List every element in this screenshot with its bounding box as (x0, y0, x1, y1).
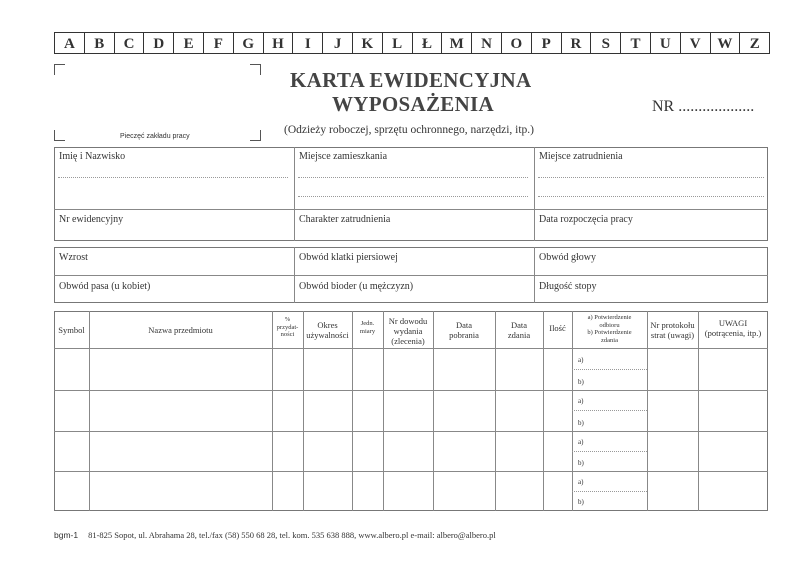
row-marker-b: b) (578, 378, 584, 386)
alphabet-index (54, 32, 770, 54)
header-percent: % przydat- ności (276, 316, 299, 338)
label-height: Wzrost (59, 252, 88, 263)
nr-label: NR ................... (652, 98, 755, 115)
row-marker-a: a) (578, 397, 584, 405)
row-marker-a: a) (578, 356, 584, 364)
alphabet-letter: V (681, 33, 711, 53)
label-chest: Obwód klatki piersiowej (299, 252, 398, 263)
alphabet-letter: O (502, 33, 532, 53)
alphabet-letter: R (562, 33, 592, 53)
alphabet-letter: G (234, 33, 264, 53)
alphabet-letter: K (353, 33, 383, 53)
label-foot: Długość stopy (539, 281, 597, 292)
label-name: Imię i Nazwisko (59, 151, 126, 162)
alphabet-letter: E (174, 33, 204, 53)
alphabet-letter: T (621, 33, 651, 53)
footer (54, 530, 496, 540)
stamp-corner (250, 64, 261, 75)
header-remarks: UWAGI (potrącenia, itp.) (704, 318, 762, 338)
alphabet-letter: Ł (413, 33, 443, 53)
footer-code: bgm-1 (54, 530, 79, 540)
alphabet-letter: H (264, 33, 294, 53)
title-line2: WYPOSAŻENIA (332, 92, 494, 116)
alphabet-letter: B (85, 33, 115, 53)
row-marker-b: b) (578, 459, 584, 467)
header-symbol: Symbol (58, 325, 85, 335)
stamp-label: Pieczęć zakładu pracy (120, 133, 190, 140)
alphabet-letter: N (472, 33, 502, 53)
label-evidence-no: Nr ewidencyjny (59, 214, 124, 225)
header-return-date: Data zdania (507, 320, 531, 340)
personal-data-box (54, 147, 768, 241)
label-workplace: Miejsce zatrudnienia (539, 151, 623, 162)
label-waist: Obwód pasa (u kobiet) (59, 281, 151, 292)
row-marker-a: a) (578, 478, 584, 486)
label-residence: Miejsce zamieszkania (299, 151, 388, 162)
alphabet-letter: I (293, 33, 323, 53)
alphabet-letter: D (144, 33, 174, 53)
alphabet-letter: M (442, 33, 472, 53)
header-confirmation: a) Potwierdzenie odbioru b) Potwierdzenie zdania (587, 314, 632, 344)
label-head: Obwód głowy (539, 252, 596, 263)
header-taken-date: Data pobrania (449, 320, 479, 340)
header-usage-period: Okres używalności (306, 320, 349, 340)
alphabet-letter: J (323, 33, 353, 53)
header-protocol-no: Nr protokołu strat (uwagi) (650, 320, 695, 340)
row-marker-a: a) (578, 438, 584, 446)
subtitle: (Odzieży roboczej, sprzętu ochronnego, narzędzi, itp.) (284, 124, 535, 136)
footer-address: 81-825 Sopot, ul. Abrahama 28, tel./fax (58) 550 68 28, tel. kom. 535 638 888, www.albero.pl e-mail: albero@albero.pl (88, 530, 496, 540)
header-item-name: Nazwa przedmiotu (148, 325, 213, 335)
stamp-corner (250, 130, 261, 141)
alphabet-letter: L (383, 33, 413, 53)
title-line1: KARTA EWIDENCYJNA (290, 68, 532, 92)
alphabet-letter: Z (749, 36, 760, 52)
header-issue-doc: Nr dowodu wydania (zlecenia) (388, 316, 428, 346)
stamp-corner (54, 64, 65, 75)
label-employment-type: Charakter zatrudnienia (299, 214, 391, 225)
header-unit: Jedn. miary (359, 320, 376, 335)
alphabet-letter: P (532, 33, 562, 53)
alphabet-letter: U (651, 33, 681, 53)
header-quantity: Ilość (549, 323, 566, 333)
alphabet-letter: A (55, 33, 85, 53)
label-hips: Obwód bioder (u mężczyzn) (299, 281, 414, 292)
alphabet-letter: F (204, 33, 234, 53)
label-start-date: Data rozpoczęcia pracy (539, 214, 633, 225)
alphabet-letter: C (115, 33, 145, 53)
stamp-corner (54, 130, 65, 141)
row-marker-b: b) (578, 419, 584, 427)
row-marker-b: b) (578, 498, 584, 506)
alphabet-letter: W (711, 33, 741, 53)
alphabet-letter: S (591, 33, 621, 53)
